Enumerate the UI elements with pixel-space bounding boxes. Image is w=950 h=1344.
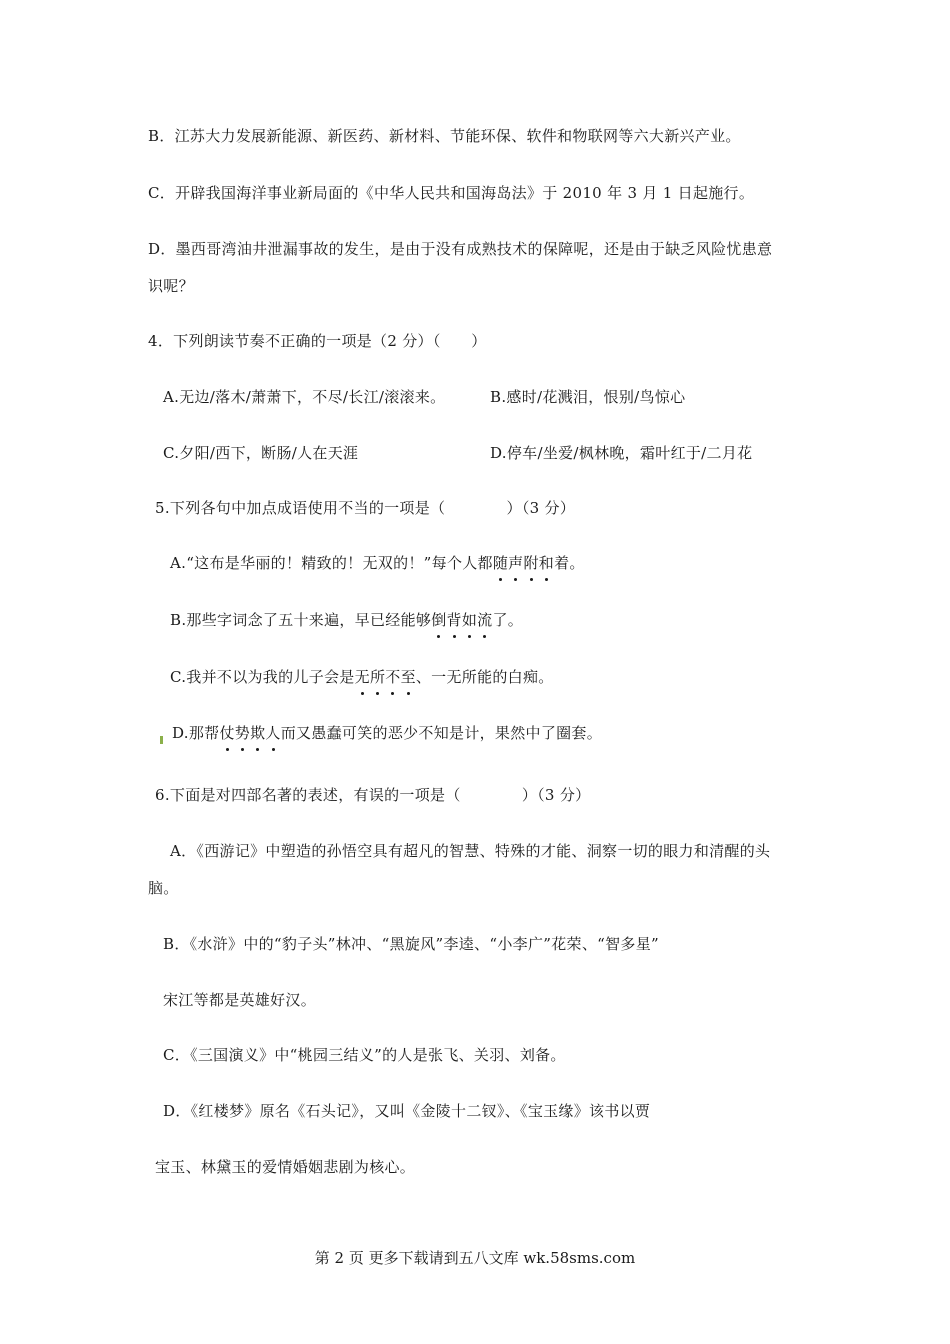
emphasis-dot-char: 至 xyxy=(400,668,416,686)
q6-stem: 6.下面是对四部名著的表述，有误的一项是（ ）（3 分） xyxy=(155,786,591,804)
q6-option-d-line2: 宝玉、林黛玉的爱情婚姻悲剧为核心。 xyxy=(155,1158,416,1176)
emphasis-dot-char: 如 xyxy=(461,611,478,629)
q5-option-a-post: 着。 xyxy=(554,554,585,572)
emphasis-dot-char: 无 xyxy=(354,668,370,686)
q5-option-c-post: 、一无所能的白痴。 xyxy=(415,668,554,686)
q5-option-c-idiom xyxy=(355,668,416,686)
q5-option-b-pre: B.那些字词念了五十来遍，早已经能够 xyxy=(170,611,432,629)
q4-option-d: D.停车/坐爱/枫林晚，霜叶红于/二月花 xyxy=(490,444,753,462)
q5-option-a-idiom xyxy=(493,554,554,572)
q5-option-d xyxy=(172,723,602,743)
q6-option-c: C．《三国演义》中“桃园三结义”的人是张飞、关羽、刘备。 xyxy=(163,1046,566,1064)
q3-option-b: B．江苏大力发展新能源、新医药、新材料、节能环保、软件和物联网等六大新兴产业。 xyxy=(148,127,741,145)
q6-option-b-line1: B．《水浒》中的“豹子头”林冲、“黑旋风”李逵、“小李广”花荣、“智多星” xyxy=(163,935,659,953)
emphasis-dot-char: 人 xyxy=(265,724,281,742)
q5-option-c xyxy=(170,667,554,687)
q6-option-b-line2: 宋江等都是英雄好汉。 xyxy=(163,991,317,1009)
q5-option-b xyxy=(170,610,523,630)
q4-option-c: C.夕阳/西下，断肠/人在天涯 xyxy=(163,444,359,462)
q4-option-b: B.感时/花溅泪，恨别/鸟惊心 xyxy=(490,388,686,406)
q6-option-a-line1: A．《西游记》中塑造的孙悟空具有超凡的智慧、特殊的才能、洞察一切的眼力和清醒的头 xyxy=(170,842,771,860)
emphasis-dot-char: 不 xyxy=(385,668,401,686)
q3-option-d-line2: 识呢？ xyxy=(148,277,194,295)
emphasis-dot-char: 倒 xyxy=(431,611,447,629)
emphasis-dot-char: 背 xyxy=(446,611,462,629)
q5-option-c-pre: C.我并不以为我的儿子会是 xyxy=(170,668,355,686)
emphasis-dot-char: 势 xyxy=(234,724,251,742)
q5-option-b-post: 了。 xyxy=(492,611,524,629)
q5-option-d-post: 而又愚蠢可笑的恶少不知是计，果然中了圈套。 xyxy=(280,724,603,742)
q5-option-a xyxy=(170,553,585,573)
q5-option-d-idiom xyxy=(219,724,280,742)
emphasis-dot-char: 流 xyxy=(477,611,493,629)
q5-option-d-pre: D.那帮 xyxy=(172,724,220,742)
emphasis-dot-char: 声 xyxy=(508,554,524,572)
emphasis-dot-char: 附 xyxy=(523,554,539,572)
emphasis-dot-char: 欺 xyxy=(250,724,266,742)
q5-stem: 5.下列各句中加点成语使用不当的一项是（ ）（3 分） xyxy=(155,499,576,517)
emphasis-dot-char: 所 xyxy=(369,668,386,686)
q6-option-d-line1: D．《红楼梦》原名《石头记》，又叫《金陵十二钗》、《宝玉缘》该书以贾 xyxy=(163,1102,651,1120)
margin-mark xyxy=(160,736,163,744)
q4-option-a: A.无边/落木/萧萧下，不尽/长江/滚滚来。 xyxy=(163,388,446,406)
emphasis-dot-char: 随 xyxy=(492,554,509,572)
emphasis-dot-char: 仗 xyxy=(219,724,235,742)
q4-stem: 4．下列朗读节奏不正确的一项是（2 分）（ ） xyxy=(148,332,487,350)
q6-option-a-line2: 脑。 xyxy=(148,879,179,897)
q3-option-d-line1: D．墨西哥湾油井泄漏事故的发生，是由于没有成熟技术的保障呢，还是由于缺乏风险忧患意 xyxy=(148,240,773,258)
q5-option-b-idiom xyxy=(431,611,492,629)
emphasis-dot-char: 和 xyxy=(538,554,555,572)
q3-option-c: C．开辟我国海洋事业新局面的《中华人民共和国海岛法》于 2010 年 3 月 1 日起施行。 xyxy=(148,184,755,202)
page-footer: 第 2 页 更多下载请到五八文库 wk.58sms.com xyxy=(314,1249,636,1267)
q5-option-a-pre: A.“这布是华丽的！精致的！无双的！”每个人都 xyxy=(170,554,493,572)
